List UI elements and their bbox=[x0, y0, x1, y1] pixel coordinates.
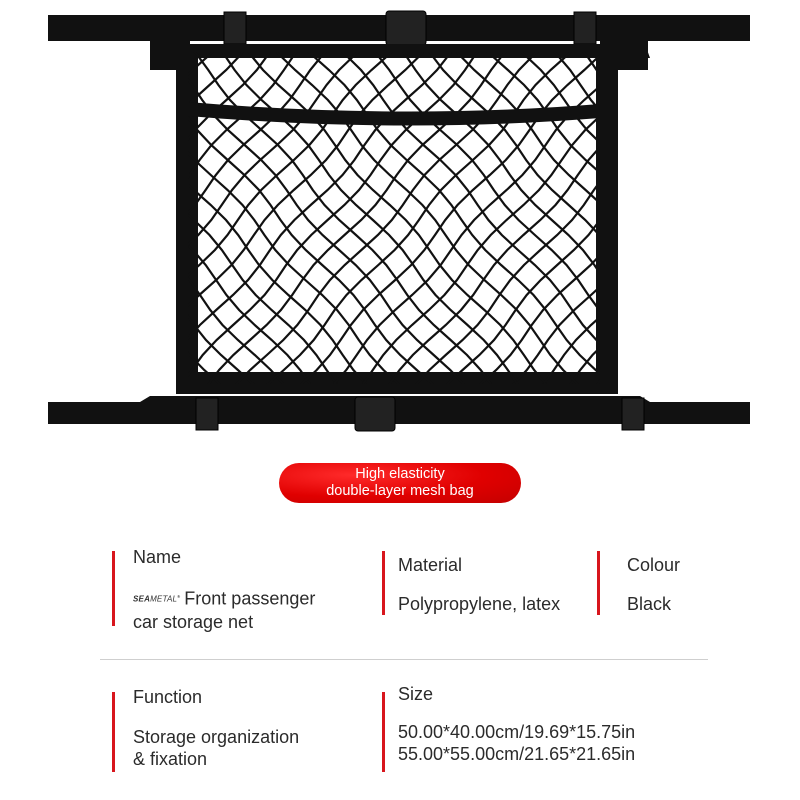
mesh-strand bbox=[783, 40, 800, 400]
colour-accent-bar bbox=[597, 551, 600, 615]
mesh-strand bbox=[72, 40, 404, 400]
brand-logo: SEAMETAL® bbox=[133, 594, 181, 604]
bottom-center-buckle bbox=[355, 397, 395, 431]
mesh-strand bbox=[542, 40, 800, 400]
function-label: Function bbox=[133, 687, 203, 707]
mesh-strand bbox=[709, 40, 800, 400]
mesh-strand bbox=[0, 40, 44, 400]
mesh-strand bbox=[0, 40, 126, 400]
pocket-band bbox=[188, 102, 600, 126]
material-label: Material bbox=[398, 555, 463, 575]
mesh-strand bbox=[214, 40, 530, 400]
mesh-strand bbox=[0, 40, 237, 400]
net-mesh bbox=[0, 40, 800, 400]
mesh-strand bbox=[379, 40, 697, 400]
top-center-buckle bbox=[386, 11, 426, 45]
mesh-strand bbox=[613, 40, 800, 400]
mesh-strand bbox=[754, 40, 800, 400]
material-value: Polypropylene, latex bbox=[398, 594, 561, 614]
colour-value: Black bbox=[627, 594, 672, 614]
function-value-line-1: Storage organization bbox=[133, 727, 300, 747]
badge-line-1: High elasticity bbox=[355, 466, 445, 482]
colour-label: Colour bbox=[627, 555, 681, 575]
mesh-strand bbox=[0, 40, 268, 400]
mesh-strand bbox=[296, 40, 628, 400]
function-accent-bar bbox=[112, 692, 115, 772]
size-value-line-1: 50.00*40.00cm/19.69*15.75in bbox=[398, 722, 636, 742]
mesh-strand bbox=[0, 40, 71, 400]
mesh-strand bbox=[0, 40, 58, 400]
mesh-strand bbox=[252, 40, 584, 400]
mesh-strand bbox=[241, 40, 562, 400]
mesh-strand bbox=[463, 40, 794, 400]
mesh-strand bbox=[117, 40, 448, 400]
mesh-strand bbox=[405, 40, 729, 400]
bottom-left-buckle bbox=[196, 398, 218, 430]
mesh-strand bbox=[267, 40, 596, 400]
mesh-strand bbox=[0, 40, 13, 400]
size-value-line-2: 55.00*55.00cm/21.65*21.65in bbox=[398, 744, 636, 764]
name-value-line-1: Front passenger bbox=[184, 588, 316, 609]
mesh-strand bbox=[559, 40, 800, 400]
mesh-strand bbox=[530, 40, 800, 400]
name-label: Name bbox=[133, 547, 182, 567]
mesh-strand bbox=[284, 40, 614, 400]
mesh-strand bbox=[586, 40, 800, 400]
mesh-strand bbox=[0, 40, 97, 400]
mesh-strand bbox=[0, 40, 113, 400]
material-accent-bar bbox=[382, 551, 385, 615]
mesh-strand bbox=[0, 40, 204, 400]
mesh-strand bbox=[394, 40, 710, 400]
mesh-strand bbox=[0, 40, 278, 400]
mesh-strand bbox=[105, 40, 433, 400]
mesh-strand bbox=[0, 40, 306, 400]
mesh-strand bbox=[476, 40, 800, 400]
mesh-strand bbox=[496, 40, 800, 400]
mesh-strand bbox=[0, 40, 171, 400]
mesh-strand bbox=[350, 40, 667, 400]
mesh-strand bbox=[629, 40, 800, 400]
mesh-strand bbox=[422, 40, 741, 400]
size-accent-bar bbox=[382, 692, 385, 772]
mesh-strand bbox=[0, 40, 294, 400]
mesh-strand bbox=[687, 40, 800, 400]
mesh-strand bbox=[0, 40, 193, 400]
mesh-strand bbox=[642, 40, 800, 400]
badge-line-2: double-layer mesh bag bbox=[326, 483, 474, 499]
mesh-strand bbox=[0, 40, 159, 400]
mesh-strand bbox=[183, 40, 501, 400]
mesh-strand bbox=[170, 40, 486, 400]
name-accent-bar bbox=[112, 551, 115, 626]
top-right-buckle bbox=[574, 12, 596, 44]
name-value bbox=[133, 586, 315, 633]
mesh-strand bbox=[603, 40, 800, 400]
size-value bbox=[398, 721, 635, 765]
mesh-strand bbox=[59, 40, 383, 400]
size-label: Size bbox=[398, 684, 434, 704]
bottom-strap bbox=[48, 402, 750, 424]
top-left-buckle bbox=[224, 12, 246, 44]
mesh-strand bbox=[86, 40, 416, 400]
mesh-strand bbox=[318, 40, 641, 400]
mesh-strand bbox=[675, 40, 800, 400]
name-value-line-2: car storage net bbox=[133, 611, 254, 632]
bottom-right-buckle bbox=[622, 398, 644, 430]
mesh-strand bbox=[4, 40, 321, 400]
function-value bbox=[133, 726, 299, 770]
mesh-strand bbox=[0, 40, 252, 400]
section-divider bbox=[100, 659, 708, 660]
mesh-strand bbox=[740, 40, 800, 400]
mesh-strand bbox=[0, 40, 87, 400]
function-value-line-2: & fixation bbox=[133, 749, 208, 769]
mesh-strand bbox=[656, 40, 800, 400]
mesh-strand bbox=[0, 40, 140, 400]
mesh-strand bbox=[721, 40, 800, 400]
feature-badge bbox=[279, 463, 521, 503]
